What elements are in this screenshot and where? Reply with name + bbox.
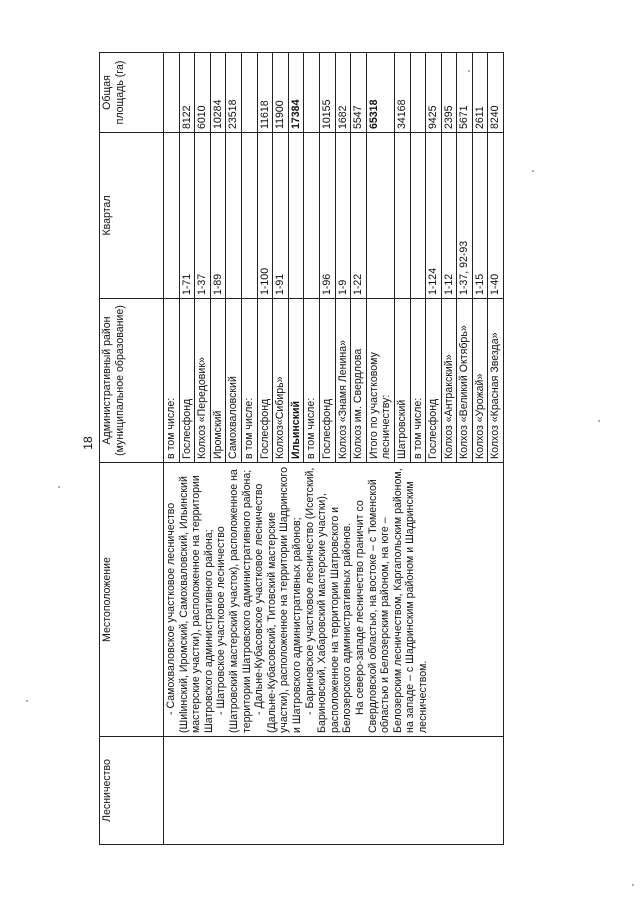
- header-location: Местоположение: [100, 463, 164, 737]
- quarter-cell: 1-22: [351, 133, 367, 299]
- quarter-cell: 1-37, 92-93: [457, 133, 473, 299]
- quarter-cell: 1-91: [273, 133, 289, 299]
- area-cell: 6010: [195, 53, 211, 133]
- header-quarter: Квартал: [100, 133, 164, 299]
- area-cell: 8240: [488, 53, 504, 133]
- quarter-cell: [226, 133, 242, 299]
- area-cell: 34168: [394, 53, 410, 133]
- district-cell: Гослесфонд: [257, 299, 273, 463]
- district-cell: Гослесфонд: [426, 299, 442, 463]
- area-cell: 17384: [288, 53, 304, 133]
- district-cell: в том числе:: [304, 299, 320, 463]
- location-paragraph: На северо-западе лесничество граничит со Свердловской областью, на востоке – с Тюменской областью и Белозерским районом, на юге – Белозерским лесничеством, Каргапольским районом, на западе – с Шадринским районом и Шадринским лесничеством.: [353, 468, 429, 733]
- district-cell: в том числе:: [164, 299, 180, 463]
- area-cell: 2611: [472, 53, 488, 133]
- quarter-cell: [410, 133, 426, 299]
- area-cell: [241, 53, 257, 133]
- district-cell: Колхоз им. Свердлова: [351, 299, 367, 463]
- district-cell: Шатровский: [394, 299, 410, 463]
- district-cell: Гослесфонд: [319, 299, 335, 463]
- district-cell: Колхоз«Сибирь»: [273, 299, 289, 463]
- district-cell: Колхоз «Урожай»: [472, 299, 488, 463]
- area-cell: 9425: [426, 53, 442, 133]
- quarter-cell: 1-40: [488, 133, 504, 299]
- quarter-cell: 1-12: [441, 133, 457, 299]
- quarter-cell: [394, 133, 410, 299]
- district-cell: Колхоз «Красная Звезда»: [488, 299, 504, 463]
- area-cell: 5547: [351, 53, 367, 133]
- area-cell: 23518: [226, 53, 242, 133]
- quarter-cell: [164, 133, 180, 299]
- area-cell: 5671: [457, 53, 473, 133]
- quarter-cell: [288, 133, 304, 299]
- table-header-row: [100, 53, 164, 845]
- page-number: 18: [81, 436, 95, 450]
- area-cell: 11618: [257, 53, 273, 133]
- location-paragraph: - Бариновское участковое лесничество (Исетский, Бариновский, Хабаровский мастерские участки), расположенное на территории Шатровского и Белозерского административных районов.: [303, 467, 354, 733]
- location-paragraph: - Дальне-Кубасовское участковое лесничество (Дальне-Кубасовский, Титовский мастерские участки), расположенное на территории Шадринского и Шатровского административных районов;: [253, 467, 303, 733]
- quarter-cell: 1-9: [335, 133, 351, 299]
- location-paragraph: - Шатровское участковое лесничество (Шатровский мастерский участок), расположенное на территории Шатровского административного района;: [215, 469, 253, 733]
- area-cell: 2395: [441, 53, 457, 133]
- table-row: [164, 53, 180, 845]
- district-cell: Ильинский: [288, 299, 304, 463]
- location-cell: [164, 463, 504, 737]
- quarter-cell: [241, 133, 257, 299]
- district-cell: в том числе:: [241, 299, 257, 463]
- rotated-page-content: [99, 53, 578, 845]
- area-cell: 10284: [210, 53, 226, 133]
- district-cell: в том числе:: [410, 299, 426, 463]
- header-district: Административный район (муниципальное образование): [100, 299, 164, 463]
- district-cell: Гослесфонд: [179, 299, 195, 463]
- district-cell: Самохваловский: [226, 299, 242, 463]
- area-cell: 1682: [335, 53, 351, 133]
- location-paragraph: - Самохваловское участковое лесничество (Шиlинский, Иромский, Самохваловский, Ильинский мастерские участки), расположенное на территории Шатровского административного района;: [165, 475, 215, 733]
- header-area: Общая площадь (га): [100, 53, 164, 133]
- district-cell: Иромский: [210, 299, 226, 463]
- area-cell: 10155: [319, 53, 335, 133]
- quarter-cell: [304, 133, 320, 299]
- area-cell: 65318: [366, 53, 394, 133]
- header-forestry: Лесничество: [100, 737, 164, 845]
- area-cell: 8122: [179, 53, 195, 133]
- district-cell: Колхоз «Передовик»: [195, 299, 211, 463]
- quarter-cell: 1-71: [179, 133, 195, 299]
- area-cell: [410, 53, 426, 133]
- district-cell: Колхоз «Знамя Ленина»: [335, 299, 351, 463]
- area-cell: [304, 53, 320, 133]
- quarter-cell: 1-89: [210, 133, 226, 299]
- quarter-cell: 1-37: [195, 133, 211, 299]
- quarter-cell: 1-15: [472, 133, 488, 299]
- area-cell: 11900: [273, 53, 289, 133]
- forestry-cell: [164, 737, 504, 845]
- district-cell: Колхоз «Великий Октябрь»: [457, 299, 473, 463]
- quarter-cell: 1-96: [319, 133, 335, 299]
- quarter-cell: 1-124: [426, 133, 442, 299]
- area-cell: [164, 53, 180, 133]
- quarter-cell: 1-100: [257, 133, 273, 299]
- quarter-cell: [366, 133, 394, 299]
- district-cell: Колхоз «Антракский»: [441, 299, 457, 463]
- forestry-table: [99, 52, 504, 845]
- district-cell: Итого по участковому лесничеству:: [366, 299, 394, 463]
